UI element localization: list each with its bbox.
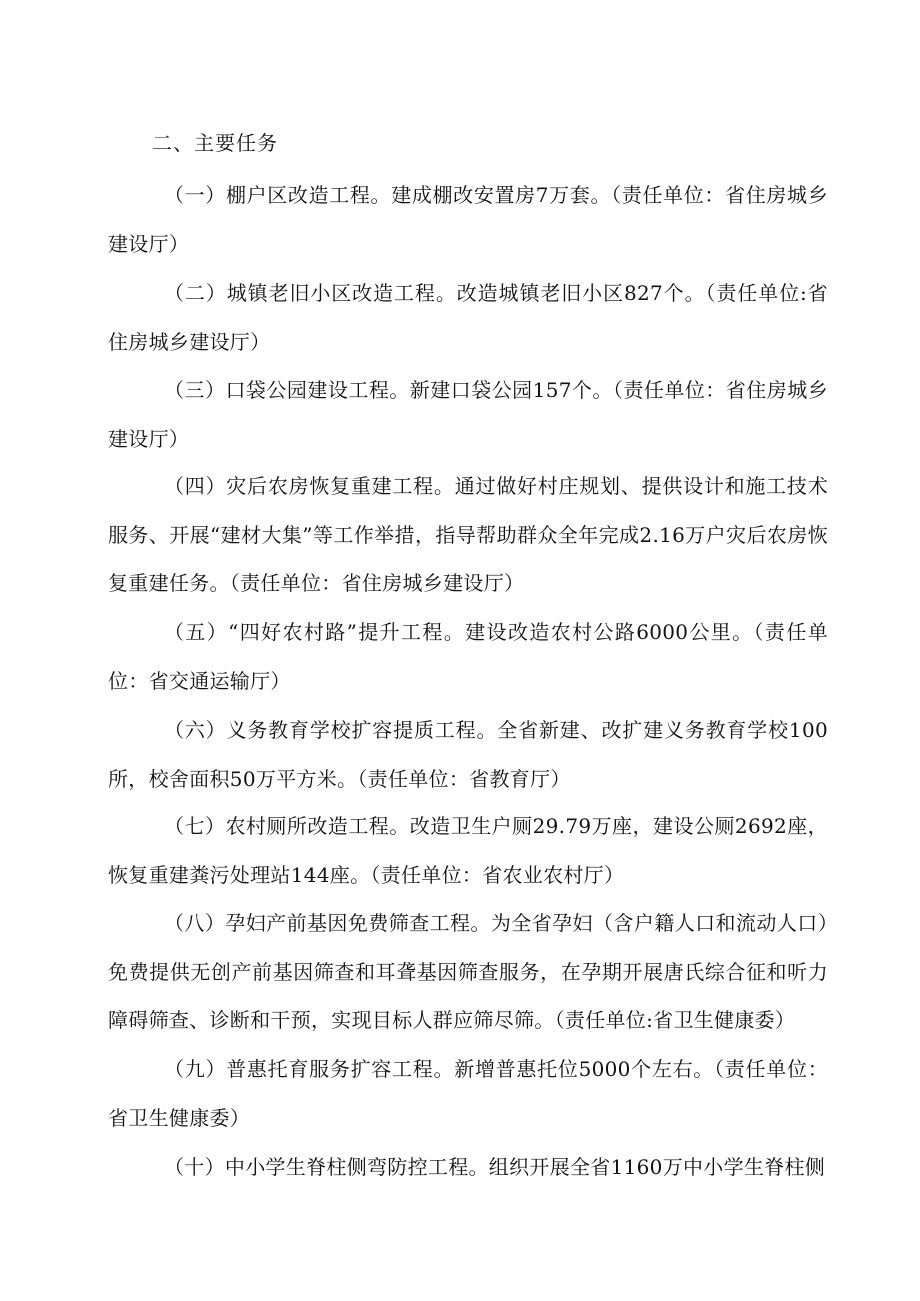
- task-paragraph-7: （七）农村厕所改造工程。改造卫生户厕29.79万座，建设公厕2692座，恢复重建粪污处理站144座。（责任单位：省农业农村厅）: [108, 814, 828, 887]
- task-paragraph-6: （六）义务教育学校扩容提质工程。全省新建、改扩建义务教育学校100所，校舍面积50万平方米。（责任单位：省教育厅）: [108, 718, 828, 791]
- task-paragraph-4: （四）灾后农房恢复重建工程。通过做好村庄规划、提供设计和施工技术服务、开展“建材大集”等工作举措，指导帮助群众全年完成2.16万户灾后农房恢复重建任务。（责任单位：省住房城乡建设厅）: [108, 474, 828, 595]
- task-paragraph-8: （八）孕妇产前基因免费筛查工程。为全省孕妇（含户籍人口和流动人口）免费提供无创产前基因筛查和耳聋基因筛查服务，在孕期开展唐氏综合征和听力障碍筛查、诊断和干预，实现目标人群应筛尽筛。（责任单位:省卫生健康委）: [108, 911, 828, 1032]
- task-paragraph-3: （三）口袋公园建设工程。新建口袋公园157个。（责任单位：省住房城乡建设厅）: [108, 378, 828, 451]
- task-paragraph-9: （九）普惠托育服务扩容工程。新增普惠托位5000个左右。（责任单位：省卫生健康委）: [108, 1057, 828, 1130]
- section-heading: 二、主要任务: [152, 131, 278, 155]
- task-paragraph-1: （一）棚户区改造工程。建成棚改安置房7万套。（责任单位：省住房城乡建设厅）: [108, 183, 828, 256]
- task-paragraph-10: （十）中小学生脊柱侧弯防控工程。组织开展全省1160万中小学生脊柱侧: [164, 1155, 826, 1179]
- task-paragraph-2: （二）城镇老旧小区改造工程。改造城镇老旧小区827个。（责任单位:省住房城乡建设厅）: [108, 281, 828, 354]
- task-paragraph-5: （五）“四好农村路”提升工程。建设改造农村公路6000公里。（责任单位：省交通运输厅）: [108, 620, 828, 693]
